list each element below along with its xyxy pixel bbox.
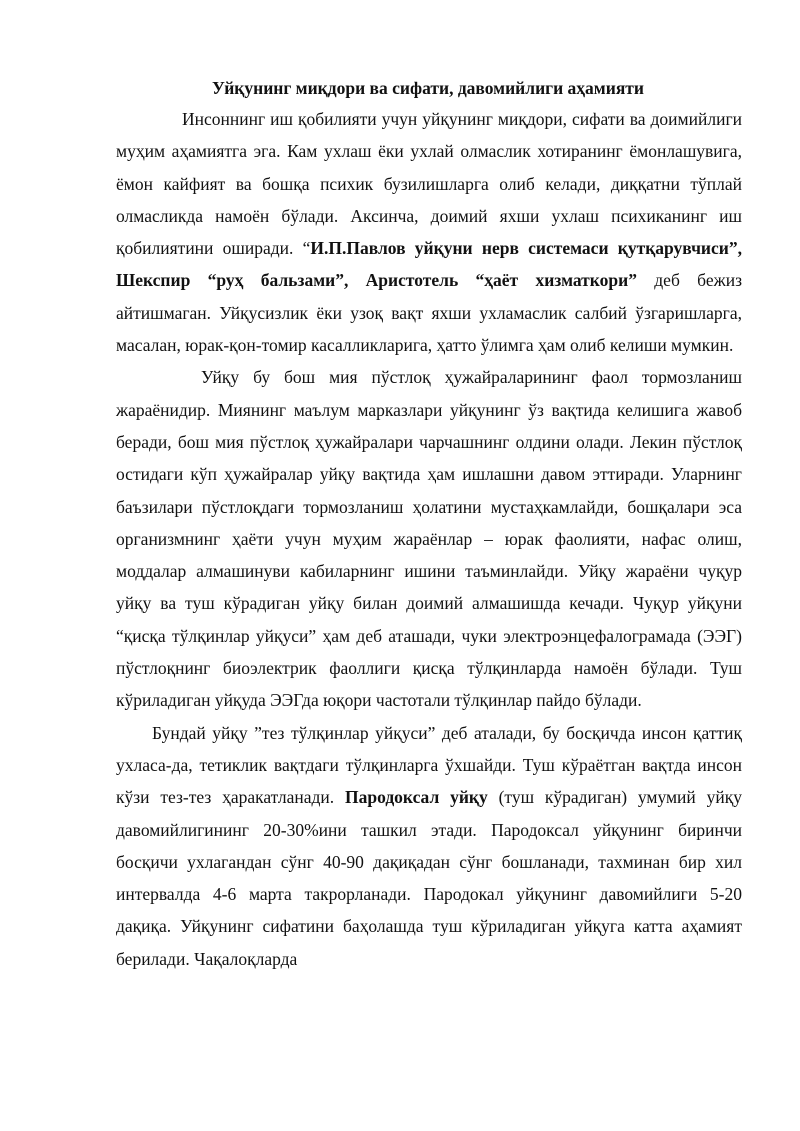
paragraph-3-bold-term: Пародоксал уйқу [344,787,488,808]
paragraph-1-text-b: деб бежиз айтишмаган. Уйқусизлик ёки узоқ вақт яхши ухламаслик салбий ўзгаришларга, масалан, юрак-қон-томир касалликларига, ҳатто ўлимга ҳам олиб келиши мумкин. [116,270,742,356]
paragraph-1-text-a: Инсоннинг иш қобилияти учун уйқунинг миқдори, сифати ва доимийлиги муҳим аҳамиятга эга. Кам ухлаш ёки ухлай олмаслик хотиранинг ёмонлашувига, ёмон кайфият ва бошқа психик бузилишларга олиб келади, диққатни тўплай олмасликда намоён бўлади. Аксинча, доимий яхши ухлаш психиканинг иш қобилиятини оширади. “ [116,109,742,259]
document-body [116,103,742,975]
document-title: Уйқунинг миқдори ва сифати, давомийлиги аҳамияти [212,78,644,98]
paragraph-3-text-b: (туш кўрадиган) умумий уйқу давомийлигининг 20-30%ини ташкил этади. Пародоксал уйқунинг биринчи босқичи ухлагандан сўнг 40-90 дақиқадан сўнг бошланади, тахминан бир хил интервалда 4-6 марта такрорланади. Пародокал уйқунинг давомийлиги 5-20 дақиқа. Уйқунинг сифатини баҳолашда туш кўриладиган уйқуга катта аҳамият берилади. Чақалоқларда [116,787,742,969]
paragraph-3-text-a: Бундай уйқу ”тез тўлқинлар уйқуси” деб аталади, бу босқичда инсон қаттиқ ухласа-да, тетиклик вақтдаги тўлқинларга ўхшайди. Туш кўраётган вақтда инсон кўзи тез-тез ҳаракатланади. [116,722,742,808]
paragraph-2: Уйқу бу бош мия пўстлоқ ҳужайраларининг фаол тормозланиш жараёнидир. Миянинг маълум марказлари уйқунинг ўз вақтида келишига жавоб беради, бош мия пўстлоқ ҳужайралари чарчашнинг олдини олади. Лекин пўстлоқ остидаги кўп ҳужайралар уйқу вақтида ҳам ишлашни давом эттиради. Уларнинг баъзилари пўстлоқдаги тормозланиш ҳолатини мустаҳкамлайди, бошқалари эса организмнинг ҳаёти учун муҳим жараёнлар – юрак фаолияти, нафас олиш, моддалар алмашинуви кабиларнинг ишини таъминлайди. Уйқу жараёни чуқур уйқу ва туш кўрадиган уйқу билан доимий алмашишда кечади. Чуқур уйқуни “қисқа тўлқинлар уйқуси” ҳам деб аташади, чуки электроэнцефалограмада (ЭЭГ) пўстлоқнинг биоэлектрик фаоллиги қисқа тўлқинларда намоён бўлади. Туш кўриладиган уйқуда ЭЭГда юқори частотали тўлқинлар пайдо бўлади. [116,367,742,711]
paragraph-3 [116,717,742,975]
paragraph-1-bold-quote: И.П.Павлов уйқуни нерв системаси қутқарувчиси”, Шекспир “руҳ бальзами”, Аристотель “ҳаёт хизматкори” [116,238,742,291]
paragraph-1 [116,103,742,361]
